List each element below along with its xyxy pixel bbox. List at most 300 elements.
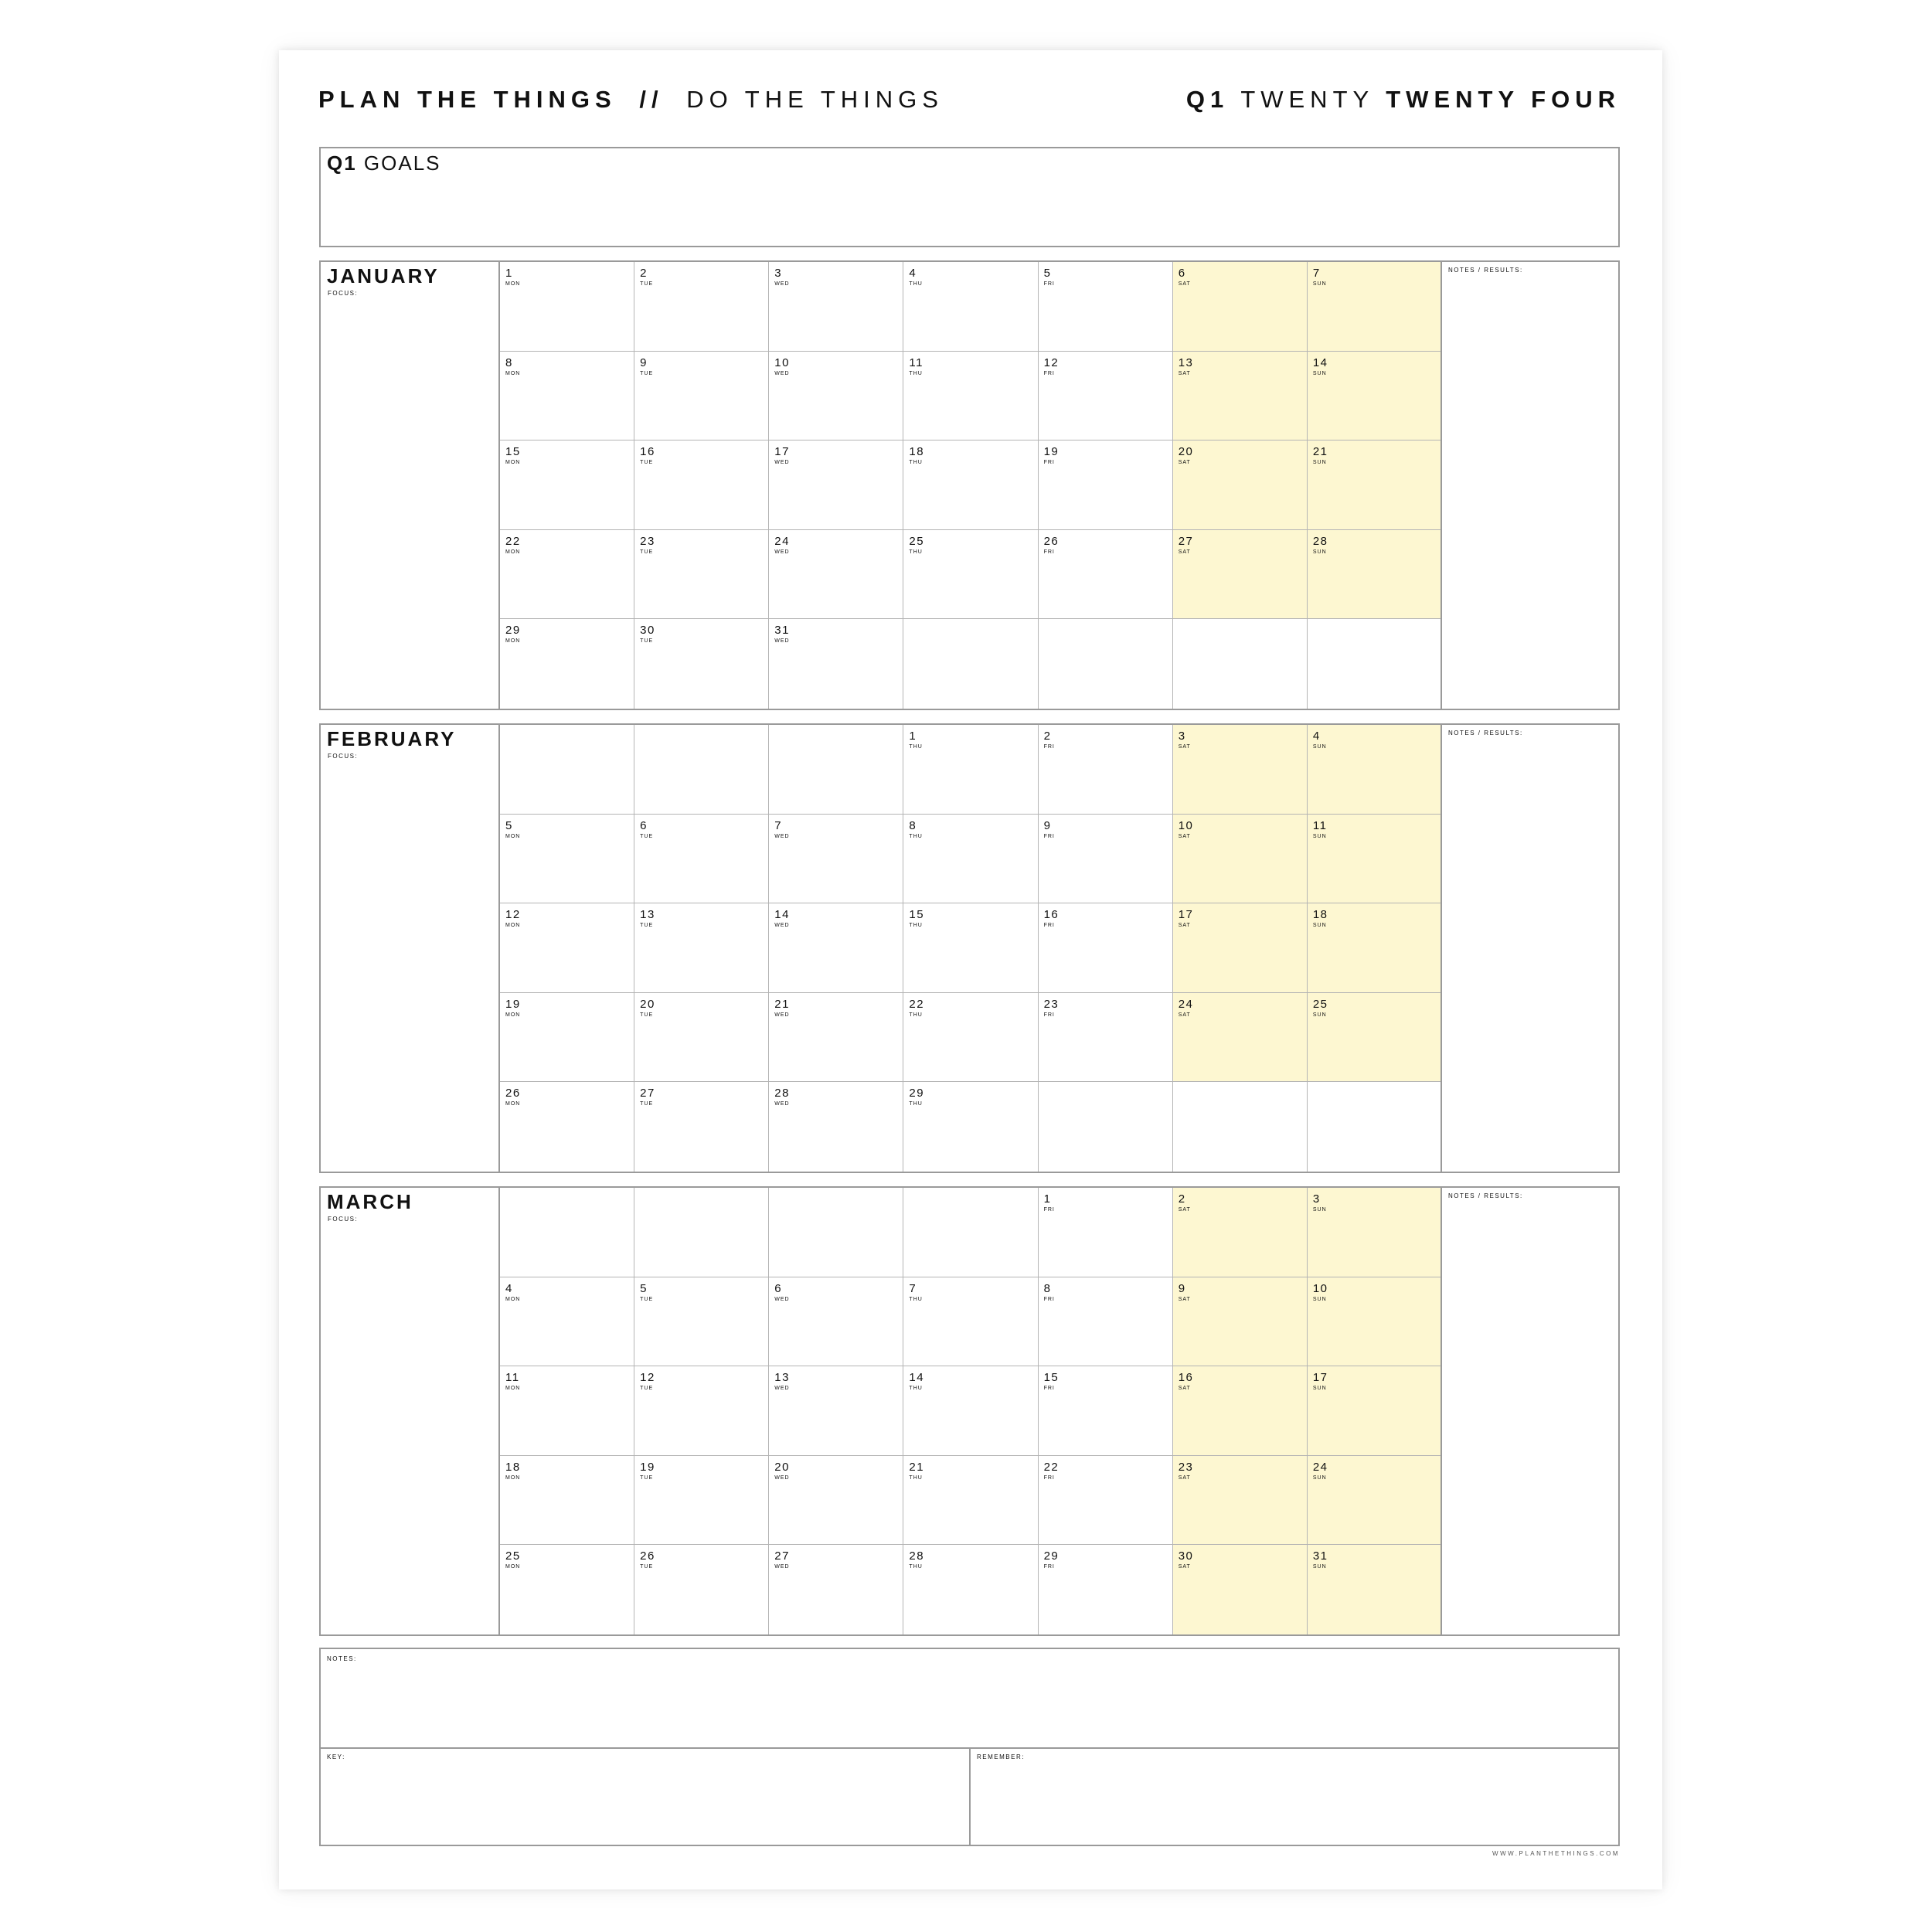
month-grid [498,1188,1442,1634]
day-of-week: MON [505,1475,521,1481]
day-cell[interactable] [769,1545,903,1634]
day-number: 20 [1178,445,1194,459]
day-number: 10 [774,355,790,369]
day-cell[interactable] [1039,530,1173,620]
day-of-week: TUE [640,1012,654,1018]
bottom-notes-box[interactable] [321,1649,1618,1749]
day-cell[interactable] [769,1277,903,1367]
day-cell[interactable] [500,352,634,441]
day-cell[interactable] [500,903,634,993]
day-number: 12 [505,908,521,922]
day-cell[interactable] [1039,352,1173,441]
day-number: 21 [774,997,790,1011]
day-cell[interactable] [1173,725,1308,815]
day-number: 31 [774,624,790,638]
day-of-week: SAT [1178,281,1191,287]
day-cell[interactable] [500,262,634,352]
day-number: 16 [640,445,655,459]
day-cell[interactable] [634,1545,769,1634]
day-cell[interactable] [903,1277,1038,1367]
day-number: 4 [505,1281,513,1295]
day-number: 21 [909,1460,925,1474]
day-of-week: TUE [640,923,654,929]
day-cell[interactable] [634,352,769,441]
month-notes-results[interactable] [1440,725,1620,1172]
day-cell[interactable] [1039,993,1173,1083]
day-number: 12 [1043,355,1060,369]
month-name: MARCH [327,1190,413,1213]
day-of-week: THU [909,460,923,466]
day-number: 23 [640,534,655,548]
day-number: 22 [1043,1460,1060,1474]
day-cell[interactable] [1173,1366,1308,1456]
day-number: 24 [1312,1460,1328,1474]
day-cell[interactable] [769,1366,903,1456]
day-number: 28 [1312,534,1328,548]
day-number: 20 [774,1460,790,1474]
notes-results-label: NOTES / RESULTS: [1448,1192,1523,1199]
day-cell[interactable] [1173,1456,1308,1546]
day-cell[interactable] [1308,352,1442,441]
day-of-week: THU [909,1386,923,1392]
day-cell[interactable] [903,440,1038,530]
day-of-week: MON [505,833,521,839]
day-of-week: FRI [1043,370,1055,376]
day-number: 5 [640,1281,648,1295]
day-number: 5 [505,818,513,832]
day-cell[interactable] [1308,1545,1442,1634]
header-separator: // [639,86,664,113]
day-cell[interactable] [903,352,1038,441]
day-of-week: MON [505,281,521,287]
day-cell[interactable] [1039,725,1173,815]
day-of-week: SAT [1178,460,1191,466]
day-number: 18 [1312,908,1328,922]
day-cell[interactable] [1039,815,1173,904]
day-of-week: SUN [1312,460,1327,466]
day-of-week: TUE [640,549,654,555]
month-march [319,1186,1620,1636]
day-number: 21 [1312,445,1328,459]
day-of-week: THU [909,1012,923,1018]
day-cell[interactable] [1308,815,1442,904]
day-cell[interactable] [1039,440,1173,530]
day-number: 9 [640,355,648,369]
day-cell[interactable] [1173,815,1308,904]
empty-day-cell[interactable] [634,1188,769,1277]
day-cell[interactable] [500,1456,634,1546]
day-number: 23 [1043,997,1060,1011]
day-number: 19 [505,997,521,1011]
day-of-week: MON [505,1296,521,1302]
day-cell[interactable] [903,262,1038,352]
day-cell[interactable] [1173,903,1308,993]
day-number: 9 [1043,818,1052,832]
day-of-week: SUN [1312,370,1327,376]
day-number: 13 [640,908,655,922]
planner-header-right [1186,86,1621,114]
empty-day-cell[interactable] [1039,1082,1173,1172]
day-of-week: SUN [1312,1012,1327,1018]
day-of-week: SAT [1178,1012,1191,1018]
month-focus-label: FOCUS: [328,290,359,297]
header-quarter: Q1 [1185,86,1230,113]
month-focus-label: FOCUS: [328,753,359,760]
day-cell[interactable] [769,440,903,530]
day-number: 11 [909,355,923,369]
day-of-week: THU [909,923,923,929]
day-of-week: THU [909,833,923,839]
empty-day-cell[interactable] [1173,1082,1308,1172]
remember-box[interactable] [971,1747,1618,1845]
day-of-week: WED [774,460,790,466]
website-footer: WWW.PLANTHETHINGS.COM [1492,1850,1620,1857]
day-cell[interactable] [1308,1366,1442,1456]
day-of-week: SUN [1312,744,1327,750]
day-number: 13 [1178,355,1194,369]
day-of-week: MON [505,370,521,376]
empty-day-cell[interactable] [903,1188,1038,1277]
day-cell[interactable] [634,619,769,709]
day-number: 7 [1312,267,1321,280]
day-number: 13 [774,1371,790,1385]
day-number: 26 [505,1087,521,1100]
day-cell[interactable] [1039,903,1173,993]
key-box[interactable] [321,1747,971,1845]
day-number: 7 [774,818,783,832]
day-cell[interactable] [1039,1188,1173,1277]
day-of-week: FRI [1043,549,1055,555]
day-number: 27 [774,1549,790,1563]
day-of-week: TUE [640,638,654,645]
day-number: 24 [774,534,790,548]
day-of-week: SUN [1312,1564,1327,1570]
day-of-week: FRI [1043,833,1055,839]
day-cell[interactable] [1308,440,1442,530]
day-number: 1 [505,267,513,280]
day-number: 17 [774,445,790,459]
day-of-week: SUN [1312,1475,1327,1481]
day-number: 24 [1178,997,1194,1011]
day-number: 5 [1043,267,1052,280]
day-of-week: TUE [640,833,654,839]
day-cell[interactable] [769,993,903,1083]
day-number: 14 [774,908,790,922]
day-of-week: MON [505,460,521,466]
day-number: 8 [505,355,513,369]
day-of-week: TUE [640,1475,654,1481]
day-of-week: SUN [1312,281,1327,287]
day-of-week: WED [774,1564,790,1570]
day-cell[interactable] [634,815,769,904]
day-of-week: FRI [1043,923,1055,929]
month-grid [498,262,1442,709]
day-of-week: WED [774,1386,790,1392]
day-of-week: SUN [1312,1207,1327,1213]
day-of-week: SUN [1312,833,1327,839]
day-cell[interactable] [1308,1188,1442,1277]
day-number: 14 [1312,355,1328,369]
day-of-week: TUE [640,281,654,287]
day-cell[interactable] [634,1366,769,1456]
day-number: 12 [640,1371,655,1385]
day-number: 16 [1178,1371,1194,1385]
day-number: 15 [909,908,925,922]
day-cell[interactable] [769,903,903,993]
day-of-week: TUE [640,370,654,376]
day-cell[interactable] [903,1366,1038,1456]
day-of-week: SAT [1178,1475,1191,1481]
day-of-week: TUE [640,1386,654,1392]
day-of-week: FRI [1043,1207,1055,1213]
day-cell[interactable] [769,1456,903,1546]
day-of-week: WED [774,370,790,376]
day-number: 11 [1312,818,1328,832]
day-cell[interactable] [500,619,634,709]
empty-day-cell[interactable] [1308,619,1442,709]
day-number: 4 [909,267,917,280]
day-of-week: WED [774,1101,790,1107]
empty-day-cell[interactable] [1173,619,1308,709]
day-of-week: MON [505,1012,521,1018]
day-number: 6 [774,1281,783,1295]
month-notes-results[interactable] [1440,262,1620,709]
goals-quarter: Q1 [327,151,357,175]
day-cell[interactable] [769,1082,903,1172]
goals-title [327,151,441,175]
day-of-week: SUN [1312,923,1327,929]
day-of-week: SUN [1312,549,1327,555]
day-of-week: MON [505,923,521,929]
day-of-week: WED [774,923,790,929]
day-of-week: SUN [1312,1386,1327,1392]
day-cell[interactable] [1039,1545,1173,1634]
goals-label: GOALS [363,151,441,175]
day-of-week: THU [909,370,923,376]
day-number: 30 [640,624,655,638]
day-cell[interactable] [1039,1366,1173,1456]
day-cell[interactable] [903,993,1038,1083]
day-of-week: WED [774,1012,790,1018]
day-cell[interactable] [1173,993,1308,1083]
day-number: 29 [1043,1549,1060,1563]
day-number: 27 [1178,534,1194,548]
day-of-week: FRI [1043,460,1055,466]
day-cell[interactable] [1308,1277,1442,1367]
day-cell[interactable] [1173,262,1308,352]
day-number: 20 [640,997,655,1011]
day-cell[interactable] [903,903,1038,993]
day-cell[interactable] [1308,903,1442,993]
day-cell[interactable] [769,262,903,352]
key-label: KEY: [327,1753,345,1760]
day-number: 23 [1178,1460,1194,1474]
day-number: 3 [1312,1192,1321,1206]
day-number: 8 [909,818,917,832]
day-of-week: SAT [1178,923,1191,929]
day-cell[interactable] [903,815,1038,904]
day-number: 1 [909,730,917,743]
day-cell[interactable] [903,1456,1038,1546]
day-of-week: MON [505,1564,521,1570]
day-cell[interactable] [634,530,769,620]
day-cell[interactable] [1308,725,1442,815]
day-of-week: TUE [640,460,654,466]
day-of-week: THU [909,1101,923,1107]
day-cell[interactable] [500,815,634,904]
day-number: 10 [1312,1281,1328,1295]
bottom-notes-label: NOTES: [327,1655,357,1662]
day-number: 18 [505,1460,521,1474]
day-cell[interactable] [769,619,903,709]
day-number: 17 [1312,1371,1328,1385]
day-cell[interactable] [769,815,903,904]
day-cell[interactable] [903,725,1038,815]
day-of-week: SAT [1178,1386,1191,1392]
header-title-bold: PLAN THE THINGS [318,86,617,113]
day-number: 25 [1312,997,1328,1011]
day-number: 15 [1043,1371,1060,1385]
day-number: 25 [909,534,925,548]
empty-day-cell[interactable] [634,725,769,815]
day-number: 28 [774,1087,790,1100]
day-number: 19 [1043,445,1060,459]
day-number: 2 [640,267,648,280]
day-of-week: THU [909,549,923,555]
day-cell[interactable] [1039,1456,1173,1546]
day-number: 15 [505,445,521,459]
day-number: 10 [1178,818,1194,832]
remember-label: REMEMBER: [977,1753,1025,1760]
day-number: 17 [1178,908,1194,922]
empty-day-cell[interactable] [500,725,634,815]
day-number: 26 [1043,534,1060,548]
day-of-week: FRI [1043,744,1055,750]
day-of-week: WED [774,281,790,287]
day-number: 6 [640,818,648,832]
day-cell[interactable] [500,1277,634,1367]
empty-day-cell[interactable] [903,619,1038,709]
empty-day-cell[interactable] [769,725,903,815]
header-year-bold: TWENTY FOUR [1386,86,1621,113]
day-cell[interactable] [769,352,903,441]
day-of-week: FRI [1043,281,1055,287]
day-number: 16 [1043,908,1060,922]
day-of-week: FRI [1043,1564,1055,1570]
day-cell[interactable] [634,262,769,352]
day-of-week: SAT [1178,744,1191,750]
day-of-week: WED [774,638,790,645]
day-of-week: SAT [1178,549,1191,555]
empty-day-cell[interactable] [1308,1082,1442,1172]
day-of-week: THU [909,281,923,287]
header-title-light: DO THE THINGS [686,86,944,113]
day-number: 2 [1043,730,1052,743]
day-cell[interactable] [1173,440,1308,530]
day-of-week: SAT [1178,1296,1191,1302]
day-number: 4 [1312,730,1321,743]
day-number: 31 [1312,1549,1328,1563]
day-cell[interactable] [769,530,903,620]
month-name: FEBRUARY [327,727,457,750]
day-number: 8 [1043,1281,1052,1295]
day-of-week: TUE [640,1101,654,1107]
day-number: 11 [505,1371,520,1385]
bottom-section [319,1648,1620,1846]
day-of-week: WED [774,1475,790,1481]
day-cell[interactable] [1308,262,1442,352]
day-cell[interactable] [500,440,634,530]
day-number: 28 [909,1549,925,1563]
month-january [319,260,1620,710]
day-of-week: TUE [640,1296,654,1302]
day-cell[interactable] [1173,530,1308,620]
day-cell[interactable] [634,440,769,530]
day-cell[interactable] [634,1082,769,1172]
day-of-week: THU [909,1475,923,1481]
day-cell[interactable] [500,993,634,1083]
day-of-week: MON [505,549,521,555]
day-cell[interactable] [1308,993,1442,1083]
day-of-week: WED [774,833,790,839]
day-cell[interactable] [634,903,769,993]
day-of-week: SUN [1312,1296,1327,1302]
month-notes-results[interactable] [1440,1188,1620,1634]
day-cell[interactable] [634,1277,769,1367]
day-of-week: TUE [640,1564,654,1570]
day-cell[interactable] [500,1082,634,1172]
day-cell[interactable] [1039,262,1173,352]
day-cell[interactable] [903,1082,1038,1172]
day-number: 27 [640,1087,655,1100]
day-cell[interactable] [500,1545,634,1634]
day-number: 18 [909,445,925,459]
empty-day-cell[interactable] [769,1188,903,1277]
day-cell[interactable] [634,1456,769,1546]
day-cell[interactable] [500,1366,634,1456]
day-cell[interactable] [1308,1456,1442,1546]
day-cell[interactable] [1173,1545,1308,1634]
day-of-week: MON [505,1101,521,1107]
goals-box[interactable] [319,147,1620,247]
day-cell[interactable] [1173,1188,1308,1277]
day-cell[interactable] [1173,352,1308,441]
month-grid [498,725,1442,1172]
day-number: 7 [909,1281,917,1295]
day-cell[interactable] [1173,1277,1308,1367]
day-number: 1 [1043,1192,1052,1206]
day-of-week: THU [909,1564,923,1570]
day-cell[interactable] [500,530,634,620]
day-number: 22 [505,534,521,548]
day-number: 22 [909,997,925,1011]
day-cell[interactable] [903,530,1038,620]
empty-day-cell[interactable] [500,1188,634,1277]
day-cell[interactable] [1308,530,1442,620]
empty-day-cell[interactable] [1039,619,1173,709]
day-cell[interactable] [1039,1277,1173,1367]
day-number: 3 [774,267,783,280]
day-cell[interactable] [634,993,769,1083]
day-number: 26 [640,1549,655,1563]
day-number: 25 [505,1549,521,1563]
day-cell[interactable] [903,1545,1038,1634]
day-of-week: SAT [1178,370,1191,376]
day-number: 3 [1178,730,1186,743]
day-number: 29 [505,624,521,638]
day-number: 30 [1178,1549,1194,1563]
day-of-week: THU [909,1296,923,1302]
